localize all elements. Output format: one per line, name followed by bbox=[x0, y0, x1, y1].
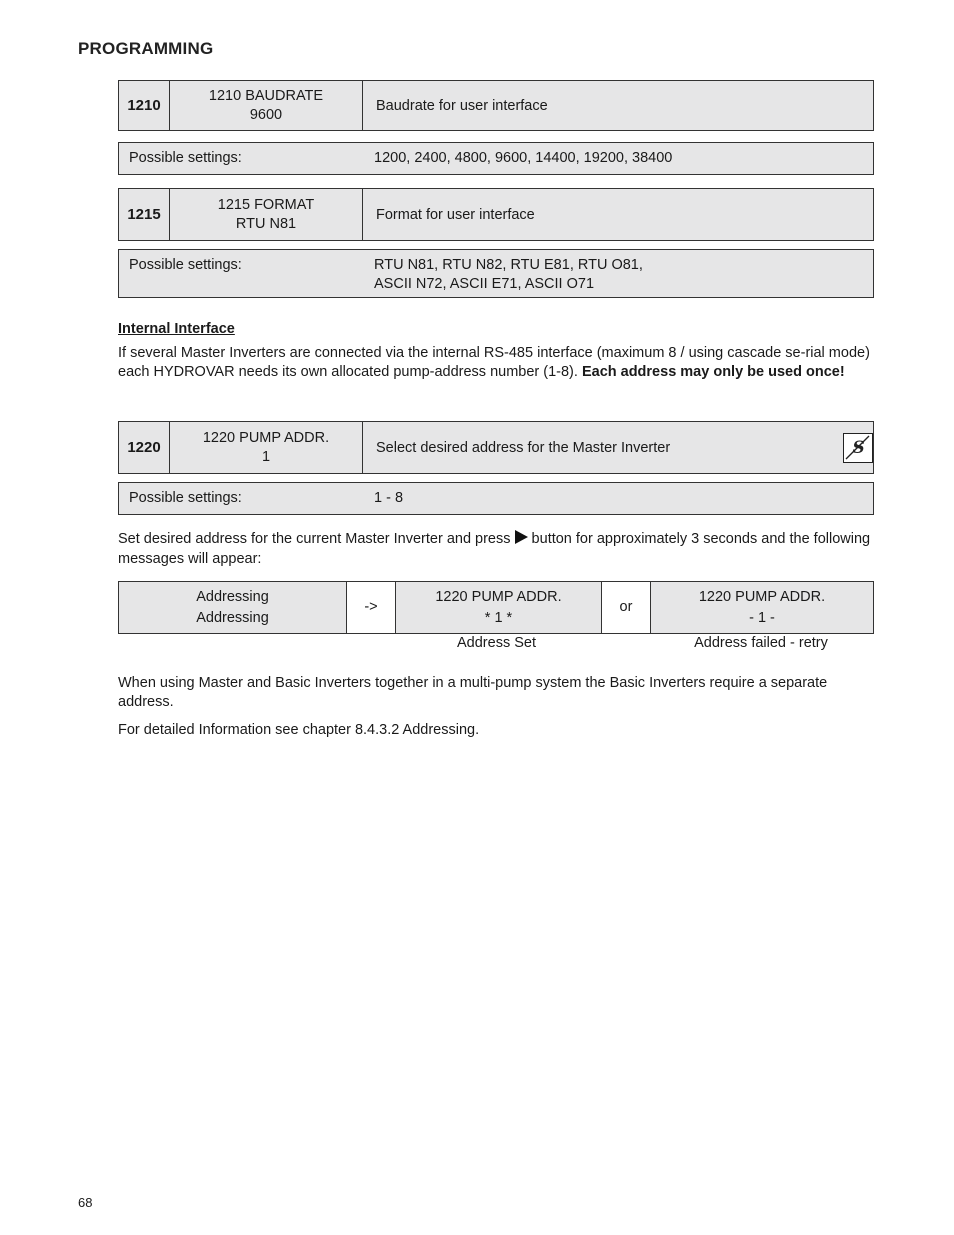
paragraph-text: If several Master Inverters are connected via the internal RS-485 interface (maximum 8 / using cascade se-rial mode) each HYDROVAR needs its own allocated pump-address number (1-8). bbox=[118, 345, 870, 380]
possible-settings-1220 bbox=[118, 482, 874, 515]
display-line-1: 1210 BAUDRATE bbox=[208, 87, 324, 104]
addressing-cell bbox=[119, 582, 347, 633]
param-display bbox=[170, 422, 363, 473]
param-code: 1215 bbox=[119, 189, 170, 240]
param-display bbox=[170, 81, 363, 130]
cell-line-1: 1220 PUMP ADDR. bbox=[435, 588, 562, 605]
settings-line-1: RTU N81, RTU N82, RTU E81, RTU O81, bbox=[374, 257, 643, 273]
param-description bbox=[363, 422, 873, 473]
possible-settings-1215 bbox=[118, 249, 874, 298]
paragraph-text-before: Set desired address for the current Master Inverter and press bbox=[118, 531, 515, 547]
cell-line-1: 1220 PUMP ADDR. bbox=[698, 588, 826, 605]
arrow-cell: -> bbox=[347, 582, 396, 633]
possible-settings-1210 bbox=[118, 142, 874, 175]
param-1215-table bbox=[118, 188, 874, 241]
param-code: 1220 bbox=[119, 422, 170, 473]
cell-line-2: Addressing bbox=[196, 609, 269, 626]
paragraph-emphasis: Each address may only be used once! bbox=[581, 364, 845, 380]
addressing-sequence-table bbox=[118, 581, 874, 634]
display-line-2: RTU N81 bbox=[235, 215, 297, 232]
cell-line-1: Addressing bbox=[196, 588, 269, 605]
address-failed-caption: Address failed - retry bbox=[694, 635, 828, 651]
param-description: Baudrate for user interface bbox=[376, 97, 548, 114]
settings-values: 1 - 8 bbox=[374, 490, 404, 506]
address-failed-cell bbox=[651, 582, 873, 633]
param-1210-table bbox=[118, 80, 874, 131]
display-line-2: 9600 bbox=[249, 106, 283, 123]
settings-label: Possible settings: bbox=[129, 257, 242, 273]
play-right-icon bbox=[515, 530, 528, 550]
display-line-1: 1215 FORMAT bbox=[217, 196, 315, 213]
param-1220-table bbox=[118, 421, 874, 474]
settings-values: 1200, 2400, 4800, 9600, 14400, 19200, 38400 bbox=[374, 150, 673, 166]
address-set-caption: Address Set bbox=[457, 635, 536, 651]
internal-interface-paragraph bbox=[118, 344, 874, 382]
param-code: 1210 bbox=[119, 81, 170, 130]
svg-text:S: S bbox=[852, 438, 865, 458]
cell-line-2: * 1 * bbox=[484, 609, 513, 626]
settings-line-2: ASCII N72, ASCII E71, ASCII O71 bbox=[374, 276, 595, 292]
detail-paragraph: For detailed Information see chapter 8.4.3.2 Addressing. bbox=[118, 722, 480, 738]
address-set-cell bbox=[396, 582, 602, 633]
param-description: Format for user interface bbox=[376, 206, 535, 223]
page-number: 68 bbox=[78, 1195, 93, 1210]
settings-label: Possible settings: bbox=[129, 490, 242, 506]
paragraph-text-after: button for approximately 3 seconds and the following messages will appear: bbox=[118, 531, 871, 567]
section-title: Internal Interface bbox=[118, 321, 235, 337]
description-text: Select desired address for the Master Inverter bbox=[376, 439, 671, 456]
display-line-2: 1 bbox=[261, 448, 271, 465]
set-address-paragraph bbox=[118, 530, 874, 569]
display-line-1: 1220 PUMP ADDR. bbox=[202, 429, 330, 446]
param-display bbox=[170, 189, 363, 240]
page-title: PROGRAMMING bbox=[78, 39, 214, 58]
settings-values bbox=[374, 256, 643, 294]
or-cell: or bbox=[602, 582, 651, 633]
cell-line-2: - 1 - bbox=[749, 609, 775, 626]
settings-label: Possible settings: bbox=[129, 150, 242, 166]
basic-inverters-paragraph: When using Master and Basic Inverters together in a multi-pump system the Basic Inverters require a separate address. bbox=[118, 675, 828, 710]
s-symbol-icon bbox=[843, 433, 873, 463]
